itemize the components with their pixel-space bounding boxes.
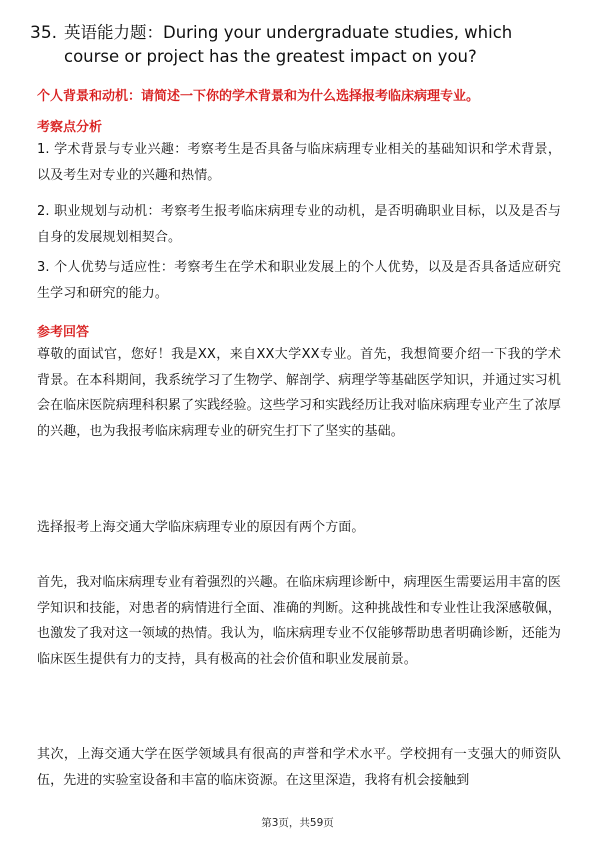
analysis-item-3: 3. 个人优势与适应性：考察考生在学术和职业发展上的个人优势，以及是否具备适应研究生学习和研究的能力。 [37, 260, 561, 301]
analysis-item-1: 1. 学术背景与专业兴趣：考察考生是否具备与临床病理专业相关的基础知识和学术背景，以及考生对专业的兴趣和热情。 [37, 142, 561, 183]
answer-paragraph-2: 选择报考上海交通大学临床病理专业的原因有两个方面。 [37, 520, 365, 535]
page-footer: 第3页，共59页 [261, 817, 334, 829]
answer-heading: 参考回答 [37, 325, 90, 340]
question-text: 英语能力题：During your undergraduate studies, which course or project has the greatest impact on you? [64, 23, 513, 66]
answer-paragraph-1: 尊敬的面试官，您好！我是XX，来自XX大学XX专业。首先，我想简要介绍一下我的学术背景。在本科期间，我系统学习了生物学、解剖学、病理学等基础医学知识，并通过实习机会在临床医院病理科积累了实践经验。这些学习和实践经历让我对临床病理专业产生了浓厚的兴趣，也为我报考临床病理专业的研究生打下了坚实的基础。 [37, 347, 562, 439]
analysis-item-2: 2. 职业规划与动机：考察考生报考临床病理专业的动机，是否明确职业目标，以及是否与自身的发展规划相契合。 [37, 204, 561, 245]
answer-paragraph-4: 其次，上海交通大学在医学领域具有很高的声誉和学术水平。学校拥有一支强大的师资队伍，先进的实验室设备和丰富的临床资源。在这里深造，我将有机会接触到 [37, 747, 561, 788]
question-number: 35. [30, 23, 58, 43]
analysis-heading: 考察点分析 [37, 120, 103, 135]
background-prompt: 个人背景和动机：请简述一下你的学术背景和为什么选择报考临床病理专业。 [37, 89, 480, 104]
answer-paragraph-3: 首先，我对临床病理专业有着强烈的兴趣。在临床病理诊断中，病理医生需要运用丰富的医学知识和技能，对患者的病情进行全面、准确的判断。这种挑战性和专业性让我深感敬佩，也激发了我对这一领域的热情。我认为，临床病理专业不仅能够帮助患者明确诊断，还能为临床医生提供有力的支持，具有极高的社会价值和职业发展前景。 [37, 575, 562, 667]
